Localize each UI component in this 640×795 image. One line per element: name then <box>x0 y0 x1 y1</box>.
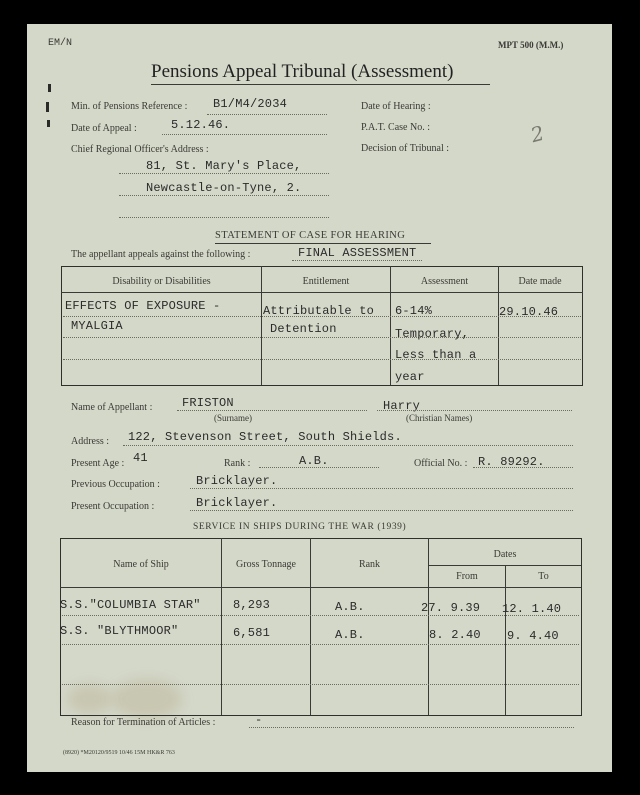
column-header-ship: Name of Ship <box>113 559 169 570</box>
date-made-value: 29.10.46 <box>499 305 559 319</box>
ship-from: 8. 2.40 <box>429 628 481 642</box>
form-sheet <box>27 24 612 772</box>
appeals-label: The appellant appeals against the following : <box>71 249 251 260</box>
prev-occupation-value: Bricklayer. <box>196 474 278 488</box>
print-code: (8920) *M20120/9519 10/46 15M HK&R 763 <box>63 750 175 756</box>
form-code-left: EM/N <box>48 38 73 49</box>
assessment-line: Temporary, <box>395 327 470 341</box>
ship-to: 9. 4.40 <box>507 629 559 643</box>
dotted-line <box>123 445 573 446</box>
entitlement-line: Attributable to <box>263 304 375 318</box>
dotted-line <box>377 410 572 411</box>
cro-label: Chief Regional Officer's Address : <box>71 144 209 155</box>
table-rule <box>60 587 581 588</box>
table-rule <box>61 292 583 293</box>
christian-name-value: Harry <box>383 399 421 413</box>
column-header-date-made: Date made <box>518 276 562 287</box>
column-header-from: From <box>456 571 478 582</box>
disability-line: MYALGIA <box>71 319 123 333</box>
dotted-line <box>119 217 329 218</box>
address-label: Address : <box>71 436 110 447</box>
age-label: Present Age : <box>71 458 125 469</box>
ship-to: 12. 1.40 <box>502 602 562 616</box>
christian-caption: (Christian Names) <box>406 413 473 423</box>
official-value: R. 89292. <box>478 455 545 469</box>
entitlement-line: Detention <box>270 322 337 336</box>
ship-rank: A.B. <box>335 600 365 614</box>
reason-value: - <box>255 713 263 727</box>
dotted-line <box>62 644 579 645</box>
ship-from: 27. 9.39 <box>421 601 481 615</box>
pat-case-label: P.A.T. Case No. : <box>361 122 430 133</box>
surname-value: FRISTON <box>182 396 234 410</box>
assessment-line: 6-14% <box>395 304 433 318</box>
dotted-line <box>292 260 422 261</box>
binding-mark <box>48 84 51 92</box>
dotted-line <box>119 195 329 196</box>
statement-underline <box>215 243 431 244</box>
column-header-dates: Dates <box>493 549 517 560</box>
dotted-line <box>62 684 579 685</box>
age-value: 41 <box>133 451 148 465</box>
min-ref-value: B1/M4/2034 <box>213 97 288 111</box>
prev-occupation-label: Previous Occupation : <box>71 479 160 490</box>
surname-caption: (Surname) <box>214 413 252 423</box>
service-heading: SERVICE IN SHIPS DURING THE WAR (1939) <box>193 522 407 532</box>
dotted-line <box>190 510 573 511</box>
date-appeal-value: 5.12.46. <box>171 118 231 132</box>
min-ref-label: Min. of Pensions Reference : <box>71 101 188 112</box>
appeals-value: FINAL ASSESSMENT <box>298 246 417 260</box>
dotted-line <box>207 114 327 115</box>
dotted-line <box>473 467 573 468</box>
table-rule <box>428 565 581 566</box>
assessment-line: Less than a <box>395 348 477 362</box>
name-label: Name of Appellant : <box>71 402 153 413</box>
page-title: Pensions Appeal Tribunal (Assessment) <box>151 61 454 82</box>
column-header-disability: Disability or Disabilities <box>112 276 211 287</box>
ship-tonnage: 6,581 <box>233 626 271 640</box>
title-underline <box>151 84 490 85</box>
date-hearing-label: Date of Hearing : <box>361 101 431 112</box>
address-line2: Newcastle-on-Tyne, 2. <box>146 181 302 195</box>
ship-name: S.S. "BLYTHMOOR" <box>60 624 179 638</box>
binding-mark <box>47 120 50 127</box>
address-line1: 81, St. Mary's Place, <box>146 159 302 173</box>
dotted-line <box>119 173 329 174</box>
dotted-line <box>259 467 379 468</box>
column-header-to: To <box>538 571 549 582</box>
column-header-entitlement: Entitlement <box>302 276 350 287</box>
address-value: 122, Stevenson Street, South Shields. <box>128 430 402 444</box>
assessment-line: year <box>395 370 425 384</box>
column-header-tonnage: Gross Tonnage <box>236 559 296 570</box>
dotted-line <box>63 337 581 338</box>
ship-name: S.S."COLUMBIA STAR" <box>60 598 201 612</box>
column-header-assessment: Assessment <box>420 276 469 287</box>
pres-occupation-value: Bricklayer. <box>196 496 278 510</box>
pencil-mark: 2 <box>528 120 547 148</box>
date-appeal-label: Date of Appeal : <box>71 123 137 134</box>
ship-tonnage: 8,293 <box>233 598 271 612</box>
dotted-line <box>63 359 581 360</box>
binding-mark <box>46 102 49 112</box>
rank-value: A.B. <box>299 454 329 468</box>
ship-rank: A.B. <box>335 628 365 642</box>
dotted-line <box>162 134 327 135</box>
disability-line: EFFECTS OF EXPOSURE - <box>65 299 221 313</box>
decision-label: Decision of Tribunal : <box>361 143 450 154</box>
pres-occupation-label: Present Occupation : <box>71 501 155 512</box>
official-label: Official No. : <box>414 458 468 469</box>
form-code-right: MPT 500 (M.M.) <box>498 40 564 50</box>
statement-heading: STATEMENT OF CASE FOR HEARING <box>215 230 406 241</box>
dotted-line <box>177 410 367 411</box>
column-header-rank: Rank <box>358 559 381 570</box>
reason-label: Reason for Termination of Articles : <box>71 717 216 728</box>
rank-label: Rank : <box>224 458 251 469</box>
dotted-line <box>190 488 573 489</box>
dotted-line <box>249 727 574 728</box>
